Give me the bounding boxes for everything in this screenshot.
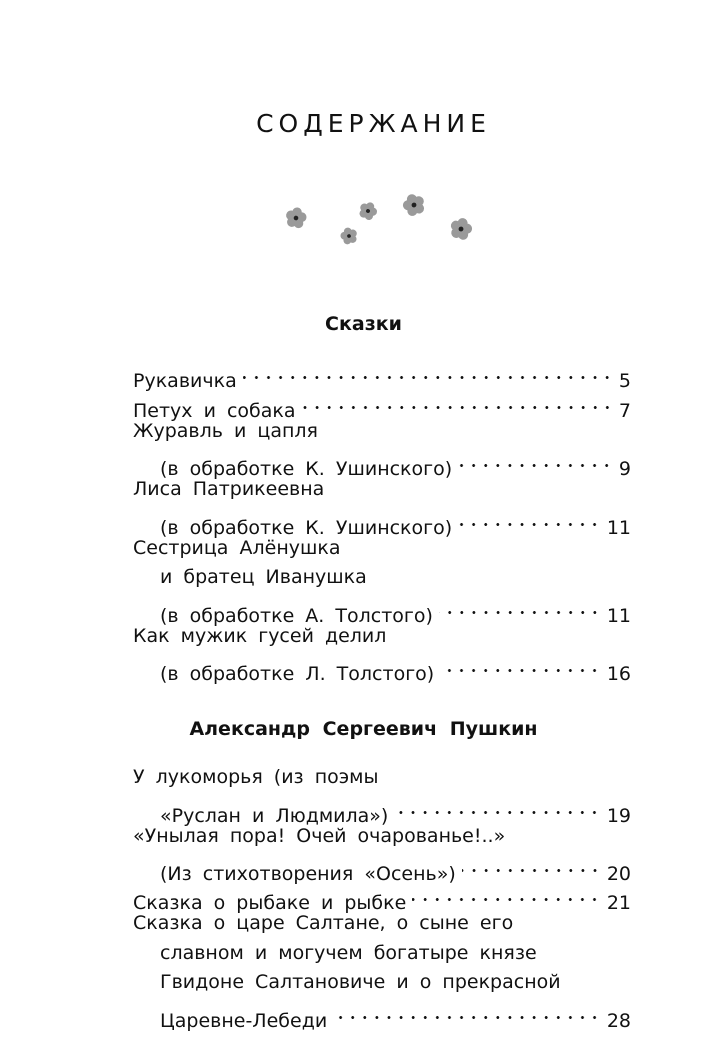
toc-entry-title-continued: Гвидоне Салтановиче и о прекрасной xyxy=(160,971,561,994)
toc-entry-title-continued: «Руслан и Людмила») xyxy=(160,804,389,827)
toc-entry-line[interactable] xyxy=(133,417,631,446)
flower-icon xyxy=(357,199,380,222)
toc-entry-title: У лукоморья (из поэмы xyxy=(133,766,379,788)
toc-entry[interactable] xyxy=(133,592,631,627)
toc-page-number: 20 xyxy=(606,863,631,886)
toc-entry-title: Журавль и цапля xyxy=(133,419,318,442)
toc-entry[interactable] xyxy=(133,997,631,1032)
toc-entry-line[interactable] xyxy=(133,622,631,651)
toc-entry-title: Рукавичка xyxy=(133,370,237,393)
toc-entry[interactable] xyxy=(133,504,631,539)
toc-entry-line[interactable] xyxy=(133,909,631,938)
dot-leader xyxy=(412,880,601,909)
toc-entry-title: Лиса Патрикеевна xyxy=(133,478,325,501)
toc-entry-title: Сестрица Алёнушка xyxy=(133,536,341,559)
flower-icon xyxy=(448,215,474,241)
toc-entry-line[interactable] xyxy=(133,563,631,592)
flower-icon xyxy=(339,226,359,246)
toc-entry-title: Сказка о рыбаке и рыбке xyxy=(133,892,407,915)
toc-entry-title: «Унылая пора! Очей очарованье!..» xyxy=(133,824,506,847)
toc-page-number: 7 xyxy=(618,399,631,422)
toc-entry-title-continued: и братец Иванушка xyxy=(160,566,367,589)
toc-entry-title-continued: (Из стихотворения «Осень») xyxy=(160,863,456,886)
toc-page-number: 19 xyxy=(606,804,631,827)
toc-entry[interactable] xyxy=(133,651,631,686)
toc-entry[interactable] xyxy=(133,446,631,481)
toc-entry-line[interactable] xyxy=(133,939,631,968)
dot-leader xyxy=(439,592,601,621)
toc-entry-title-continued: (в обработке А. Толстого) xyxy=(160,604,433,627)
toc-entry[interactable] xyxy=(133,851,631,886)
dot-leader xyxy=(243,358,613,387)
page-title: СОДЕРЖАНИЕ xyxy=(256,108,491,138)
toc-page-number: 5 xyxy=(618,370,631,393)
toc-entry-title-continued: (в обработке К. Ушинского) xyxy=(160,458,453,481)
flower-ornament xyxy=(0,0,727,280)
dot-leader xyxy=(394,792,600,821)
dot-leader xyxy=(333,997,601,1026)
toc-entry-line[interactable] xyxy=(133,968,631,997)
toc-entry-title-continued: (в обработке К. Ушинского) xyxy=(160,516,453,539)
toc-entry[interactable] xyxy=(133,792,631,827)
toc-entry-line[interactable] xyxy=(133,822,631,851)
toc-page-number: 11 xyxy=(606,604,631,627)
toc-list-pushkin xyxy=(133,763,631,1032)
toc-entry-title-continued: (в обработке Л. Толстого) xyxy=(160,663,435,686)
toc-entry-line[interactable] xyxy=(133,763,631,792)
dot-leader xyxy=(302,387,613,416)
dot-leader xyxy=(458,446,613,475)
toc-page-number: 11 xyxy=(606,516,631,539)
toc-entry-title: Петух и собака xyxy=(133,399,296,422)
flower-icon xyxy=(400,191,427,218)
section-heading-pushkin: Александр Сергеевич Пушкин xyxy=(189,718,538,740)
dot-leader xyxy=(462,851,601,880)
toc-entry-title-continued: славном и могучем богатыре князе xyxy=(160,941,537,964)
toc-list-skazki xyxy=(133,358,631,686)
flower-icon xyxy=(284,206,308,229)
toc-entry[interactable] xyxy=(133,358,631,393)
dot-leader xyxy=(458,504,601,533)
toc-entry-title: Как мужик гусей делил xyxy=(133,624,387,647)
dot-leader xyxy=(440,651,601,680)
toc-page-number: 16 xyxy=(606,663,631,686)
toc-entry-title-continued: Царевне-Лебеди xyxy=(160,1009,328,1032)
toc-entry-title: Сказка о царе Салтане, о сыне его xyxy=(133,912,514,935)
toc-page-number: 28 xyxy=(606,1009,631,1032)
toc-page-number: 21 xyxy=(606,892,631,915)
toc-page-number: 9 xyxy=(618,458,631,481)
section-heading-skazki: Сказки xyxy=(325,313,402,335)
